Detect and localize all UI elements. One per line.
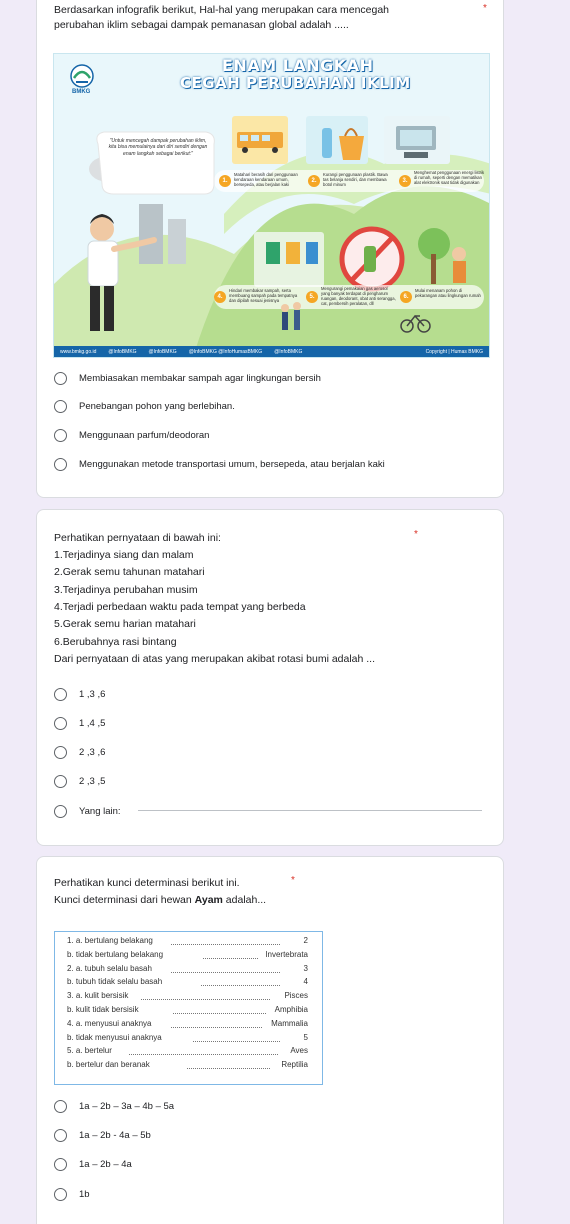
infographic-illustration: [54, 54, 490, 358]
footer-copyright: Copyright | Humas BMKG: [425, 348, 483, 355]
key-right: 2: [303, 936, 308, 945]
question-card-rotation: [36, 509, 504, 846]
question-prompt: Dari pernyataan di atas yang merupakan akibat rotasi bumi adalah ...: [54, 653, 376, 665]
radio-button[interactable]: [54, 746, 67, 759]
key-row: [63, 991, 314, 1005]
radio-button[interactable]: [54, 1129, 67, 1142]
key-row: [63, 964, 314, 978]
q3-option-4[interactable]: [54, 1186, 90, 1202]
option-label: 1a – 2b – 4a: [79, 1158, 132, 1170]
key-row: [63, 950, 314, 964]
key-right: 4: [303, 977, 308, 987]
key-right: Amphibia: [274, 1004, 308, 1014]
question-title-line2: perubahan iklim sebagai dampak pemanasan global adalah .....: [54, 19, 349, 31]
statement-2: 2.Gerak semu tahunan matahari: [54, 566, 205, 578]
question-title-line1: Berdasarkan infografik berikut, Hal-hal yang merupakan cara mencegah: [54, 4, 390, 16]
footer-instagram: @InfoBMKG: [148, 348, 177, 355]
step-text-3: Menghemat penggunaan energi listrik di rumah, seperti dengan mematikan alat elektronik saat tidak digunakan: [414, 170, 485, 185]
statement-1: 1.Terjadinya siang dan malam: [54, 549, 194, 561]
key-right: Aves: [290, 1046, 308, 1056]
q1-option-1[interactable]: [54, 370, 321, 386]
option-label: 1a – 2b - 4a – 5b: [79, 1129, 151, 1141]
option-label: Menggunakan metode transportasi umum, bersepeda, atau berjalan kaki: [79, 458, 385, 470]
step-text-6: Mulai menanam pohon di pekarangan atau lingkungan rumah: [415, 288, 481, 298]
step-text-2: Kurangi penggunaan plastik. Bawa tas belanja sendiri, dan membawa botol minum: [323, 172, 388, 187]
statement-5: 5.Gerak semu harian matahari: [54, 618, 196, 630]
key-left: b. kulit tidak bersisik: [67, 1004, 139, 1014]
step-number-2: 2.: [308, 175, 320, 187]
radio-button[interactable]: [54, 429, 67, 442]
infographic-quote: "Untuk mencegah dampak perubahan iklim, kita bisa memulainya dari diri sendiri dengan enam langkah sebagai berikut:": [108, 138, 208, 157]
step-number-4: 4.: [214, 291, 226, 303]
step-text-5: Mengurangi pemakaian gas aerosol yang banyak terdapat di pengharum ruangan, deodorant, obat anti serangga, cat, pembersih peralatan, dll: [321, 286, 396, 306]
q3-option-3[interactable]: [54, 1156, 132, 1172]
other-text-input[interactable]: [138, 810, 482, 811]
option-label: Membiasakan membakar sampah agar lingkungan bersih: [79, 372, 321, 384]
key-left: 2. a. tubuh selalu basah: [67, 963, 152, 973]
key-right: Pisces: [284, 991, 308, 1001]
climate-infographic: [53, 53, 490, 358]
radio-button[interactable]: [54, 688, 67, 701]
option-label: 2 ,3 ,6: [79, 746, 106, 758]
option-label: 1 ,3 ,6: [79, 688, 106, 700]
key-left: b. tubuh tidak selalu basah: [67, 977, 163, 987]
question-title-line2: [54, 894, 266, 907]
q2-option-1[interactable]: [54, 686, 105, 702]
question-card-infographic: [36, 0, 504, 498]
title-text: Kunci determinasi dari hewan: [54, 894, 195, 906]
radio-button[interactable]: [54, 1158, 67, 1171]
footer-twitter: @InfoBMKG @InfoHumasBMKG: [188, 348, 263, 355]
key-right: 5: [303, 1032, 308, 1042]
infographic-footer: [54, 346, 489, 357]
statement-6: 6.Berubahnya rasi bintang: [54, 636, 177, 648]
key-right: 3: [303, 963, 308, 973]
footer-facebook: @InfoBMKG: [108, 348, 137, 355]
q1-option-3[interactable]: [54, 427, 209, 443]
statement-4: 4.Terjadi perbedaan waktu pada tempat yang berbeda: [54, 601, 306, 613]
q2-option-3[interactable]: [54, 744, 105, 760]
q2-option-2[interactable]: [54, 715, 105, 731]
q1-option-4[interactable]: [54, 456, 385, 472]
option-label: Menggunaan parfum/deodoran: [79, 429, 210, 441]
option-label: Yang lain:: [79, 805, 121, 817]
key-left: 1. a. bertulang belakang: [67, 936, 153, 945]
option-label: 1 ,4 ,5: [79, 717, 106, 729]
title-text: adalah...: [222, 894, 267, 906]
q1-option-2[interactable]: [54, 398, 235, 414]
option-label: Penebangan pohon yang berlebihan.: [79, 400, 235, 412]
key-row: [63, 1005, 314, 1019]
key-row: [63, 936, 314, 950]
key-left: b. bertelur dan beranak: [67, 1060, 150, 1070]
step-number-5: 5.: [306, 291, 318, 303]
radio-button[interactable]: [54, 372, 67, 385]
infographic-title-line1: ENAM LANGKAH: [222, 56, 374, 75]
step-number-3: 3.: [399, 175, 411, 187]
key-left: 3. a. kulit bersisik: [67, 991, 129, 1001]
footer-website: www.bmkg.go.id: [60, 348, 97, 355]
radio-button[interactable]: [54, 458, 67, 471]
key-left: 5. a. bertelur: [67, 1046, 112, 1056]
radio-button[interactable]: [54, 717, 67, 730]
radio-button[interactable]: [54, 400, 67, 413]
q2-option-4[interactable]: [54, 773, 105, 789]
key-row: [63, 1046, 314, 1060]
infographic-title-line2: CEGAH PERUBAHAN IKLIM: [180, 74, 411, 92]
question-title: Perhatikan pernyataan di bawah ini:: [54, 532, 221, 544]
radio-button[interactable]: [54, 805, 67, 818]
radio-button[interactable]: [54, 1188, 67, 1201]
key-row: [63, 977, 314, 991]
required-asterisk: *: [414, 529, 418, 540]
title-bold-animal: Ayam: [194, 894, 223, 906]
required-asterisk: *: [483, 3, 487, 14]
key-row: [63, 1033, 314, 1047]
q3-option-2[interactable]: [54, 1127, 151, 1143]
step-text-4: Hindari membakar sampah, serta membuang sampah pada tempatnya dan dipilah sesuai jenisnya: [229, 288, 298, 303]
key-left: b. tidak menyusui anaknya: [67, 1032, 162, 1042]
option-label: 1b: [79, 1188, 90, 1200]
step-number-6: 6.: [400, 291, 412, 303]
bmkg-logo-text: BMKG: [72, 89, 91, 95]
q3-option-1[interactable]: [54, 1098, 174, 1114]
step-number-1: 1.: [219, 175, 231, 187]
footer-youtube: @InfoBMKG: [274, 348, 303, 355]
key-right: Mammalia: [271, 1018, 308, 1028]
option-label: 1a – 2b – 3a – 4b – 5a: [79, 1100, 175, 1112]
key-row: [63, 1060, 314, 1074]
required-asterisk: *: [291, 875, 295, 886]
question-title-line1: Perhatikan kunci determinasi berikut ini.: [54, 877, 240, 889]
key-right: Reptilia: [281, 1060, 308, 1070]
key-left: 4. a. menyusui anaknya: [67, 1018, 152, 1028]
radio-button[interactable]: [54, 1100, 67, 1113]
radio-button[interactable]: [54, 775, 67, 788]
step-text-1: Matahari berasih dari penggunaan kendaraan kendaraan umum, bersepeda, atau berjalan kaki: [234, 172, 298, 187]
key-row: [63, 1019, 314, 1033]
determination-key-table: [54, 931, 323, 1085]
key-right: Invertebrata: [265, 949, 308, 959]
statement-3: 3.Terjadinya perubahan musim: [54, 584, 198, 596]
key-left: b. tidak bertulang belakang: [67, 949, 164, 959]
q2-option-other[interactable]: [54, 803, 484, 819]
question-card-determination-key: [36, 856, 504, 1224]
option-label: 2 ,3 ,5: [79, 775, 106, 787]
